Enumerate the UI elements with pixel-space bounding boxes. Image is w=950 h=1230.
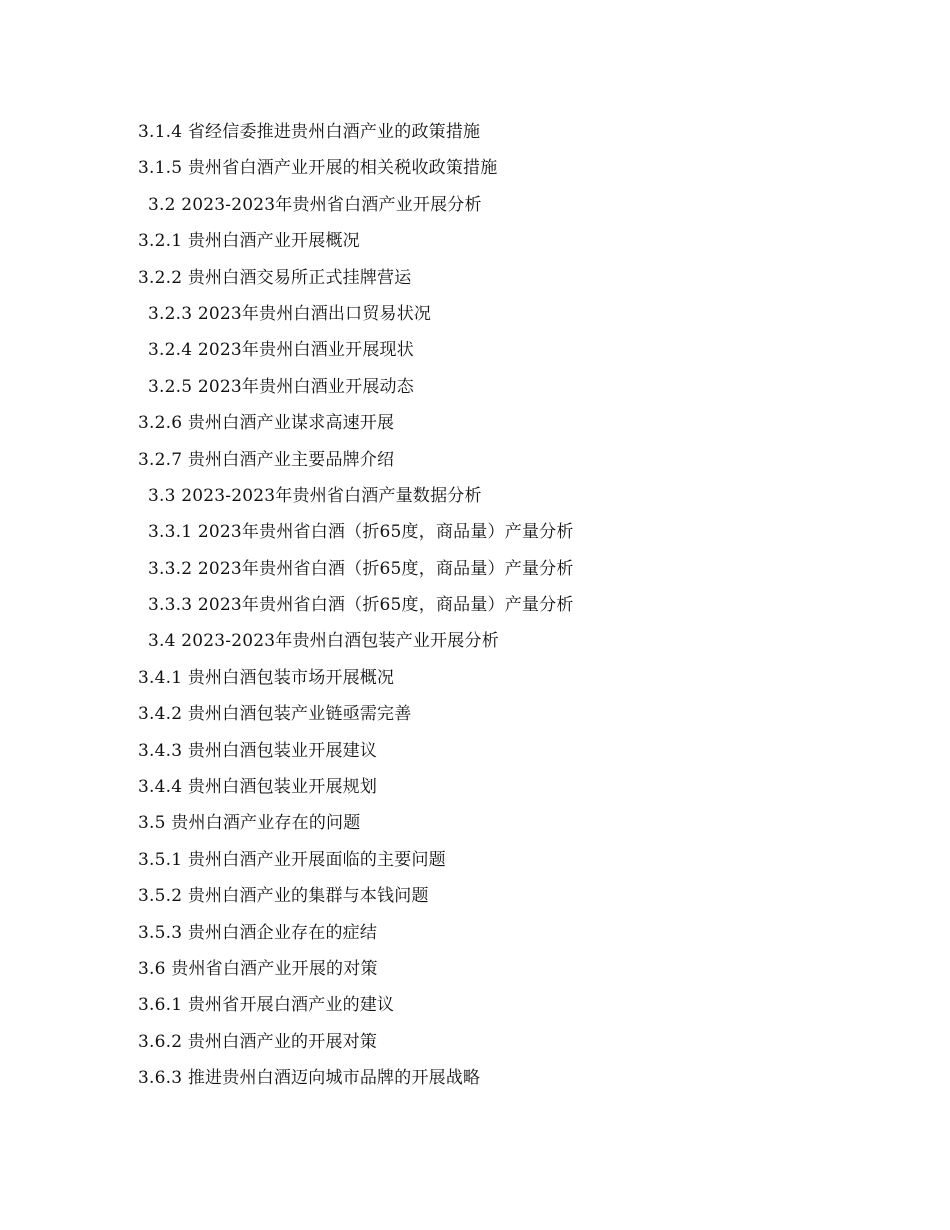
toc-entry-3-5-1: 3.5.1 贵州白酒产业开展面临的主要问题 [138,849,446,870]
toc-entry-3-2-1: 3.2.1 贵州白酒产业开展概况 [138,231,360,252]
toc-entry-3-3-1: 3.3.1 2023年贵州省白酒（折65度，商品量）产量分析 [148,522,574,543]
toc-entry-3-5-2: 3.5.2 贵州白酒产业的集群与本钱问题 [138,886,429,907]
toc-heading-3-3: 3.3 2023-2023年贵州省白酒产量数据分析 [148,485,482,506]
toc-entry-3-3-2: 3.3.2 2023年贵州省白酒（折65度，商品量）产量分析 [148,558,574,579]
toc-entry-3-3-3: 3.3.3 2023年贵州省白酒（折65度，商品量）产量分析 [148,595,574,616]
toc-entry-3-2-5: 3.2.5 2023年贵州白酒业开展动态 [148,376,414,397]
toc-entry-3-1-5: 3.1.5 贵州省白酒产业开展的相关税收政策措施 [138,158,498,179]
toc-entry-3-6-2: 3.6.2 贵州白酒产业的开展对策 [138,1031,378,1052]
toc-entry-3-4-4: 3.4.4 贵州白酒包装业开展规划 [138,777,378,798]
toc-entry-3-1-4: 3.1.4 省经信委推进贵州白酒产业的政策措施 [138,122,481,142]
table-of-contents [0,114,950,1097]
toc-entry-3-2-7: 3.2.7 贵州白酒产业主要品牌介绍 [138,449,395,470]
toc-entry-3-5-3: 3.5.3 贵州白酒企业存在的症结 [138,922,378,943]
toc-heading-3-2: 3.2 2023-2023年贵州省白酒产业开展分析 [148,194,482,215]
toc-entry-3-2-6: 3.2.6 贵州白酒产业谋求高速开展 [138,413,395,434]
toc-entry-3-6-3: 3.6.3 推进贵州白酒迈向城市品牌的开展战略 [138,1068,481,1089]
toc-heading-3-6: 3.6 贵州省白酒产业开展的对策 [138,958,378,979]
toc-entry-3-6-1: 3.6.1 贵州省开展白酒产业的建议 [138,995,395,1016]
toc-entry-3-4-2: 3.4.2 贵州白酒包装产业链亟需完善 [138,704,412,725]
toc-heading-3-4: 3.4 2023-2023年贵州白酒包装产业开展分析 [148,631,499,652]
toc-heading-3-5: 3.5 贵州白酒产业存在的问题 [138,813,361,834]
toc-entry-3-2-2: 3.2.2 贵州白酒交易所正式挂牌营运 [138,267,412,288]
toc-entry-3-2-4: 3.2.4 2023年贵州白酒业开展现状 [148,340,414,361]
toc-entry-3-4-3: 3.4.3 贵州白酒包装业开展建议 [138,740,378,761]
toc-entry-3-2-3: 3.2.3 2023年贵州白酒出口贸易状况 [148,303,432,324]
toc-entry-3-4-1: 3.4.1 贵州白酒包装市场开展概况 [138,667,395,688]
